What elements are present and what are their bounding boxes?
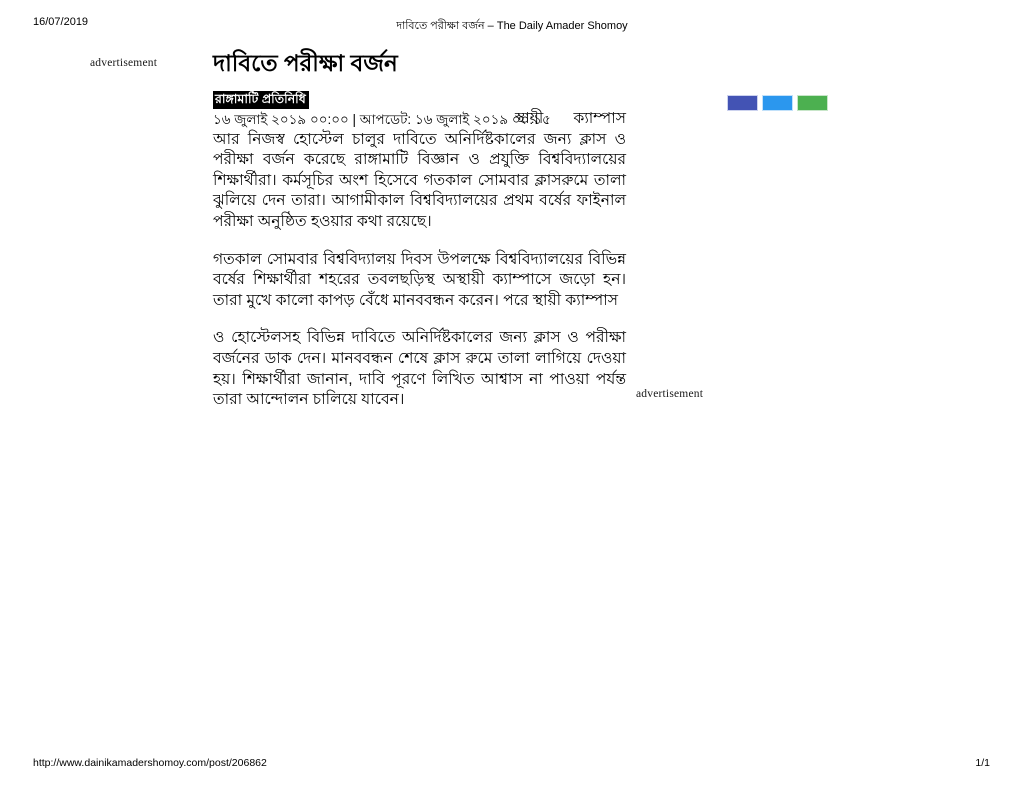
article-paragraph-text: স্থায়ী ক্যাম্পাস আর নিজস্ব হোস্টেল চালুর দাবিতে অনির্দিষ্টকালের জন্য ক্লাস ও পরীক্ষা বর্জন করেছে রাঙ্গামাটি বিজ্ঞান ও প্রযুক্তি বিশ্ববিদ্যালয়ের শিক্ষার্থীরা। কর্মসূচির অংশ হিসেবে গতকাল সোমবার ক্লাসরুমে তালা ঝুলিয়ে দেন তারা। আগামীকাল বিশ্ববিদ্যালয়ের প্রথম বর্ষের ফাইনাল পরীক্ষা অনুষ্ঠিত হওয়ার কথা রয়েছে।	[213, 110, 626, 230]
print-header-title: দাবিতে পরীক্ষা বর্জন – The Daily Amader Shomoy	[396, 20, 628, 32]
print-footer-page-number: 1/1	[975, 757, 990, 769]
article	[213, 48, 626, 411]
advertisement-label-left: advertisement	[90, 57, 158, 69]
print-footer-url: http://www.dainikamadershomoy.com/post/206862	[33, 757, 267, 769]
byline-badge: রাঙ্গামাটি প্রতিনিধি	[213, 91, 309, 109]
share-button-1[interactable]	[727, 95, 758, 111]
article-body	[213, 109, 626, 411]
article-dateline: ১৬ জুলাই ২০১৯ ০০:০০ | আপডেট: ১৬ জুলাই ২০১৯ ০০:১৫	[213, 112, 551, 127]
article-paragraph: গতকাল সোমবার বিশ্ববিদ্যালয় দিবস উপলক্ষে বিশ্ববিদ্যালয়ের বিভিন্ন বর্ষের শিক্ষার্থীরা শহরের তবলছড়িস্থ অস্থায়ী ক্যাম্পাসে জড়ো হন। তারা মুখে কালো কাপড় বেঁধে মানববন্ধন করেন। পরে স্থায়ী ক্যাম্পাস	[213, 250, 626, 309]
print-header-date: 16/07/2019	[33, 16, 89, 28]
article-title: দাবিতে পরীক্ষা বর্জন	[213, 50, 398, 76]
share-buttons-row	[727, 95, 828, 111]
share-button-2[interactable]	[762, 95, 793, 111]
advertisement-label-right: advertisement	[636, 388, 704, 400]
share-button-3[interactable]	[797, 95, 828, 111]
article-paragraph: ও হোস্টেলসহ বিভিন্ন দাবিতে অনির্দিষ্টকালের জন্য ক্লাস ও পরীক্ষা বর্জনের ডাক দেন। মানববন্ধন শেষে ক্লাস রুমে তালা লাগিয়ে দেওয়া হয়। শিক্ষার্থীরা জানান, দাবি পূরণে লিখিত আশ্বাস না পাওয়া পর্যন্ত তারা আন্দোলন চালিয়ে যাবেন।	[213, 329, 626, 409]
